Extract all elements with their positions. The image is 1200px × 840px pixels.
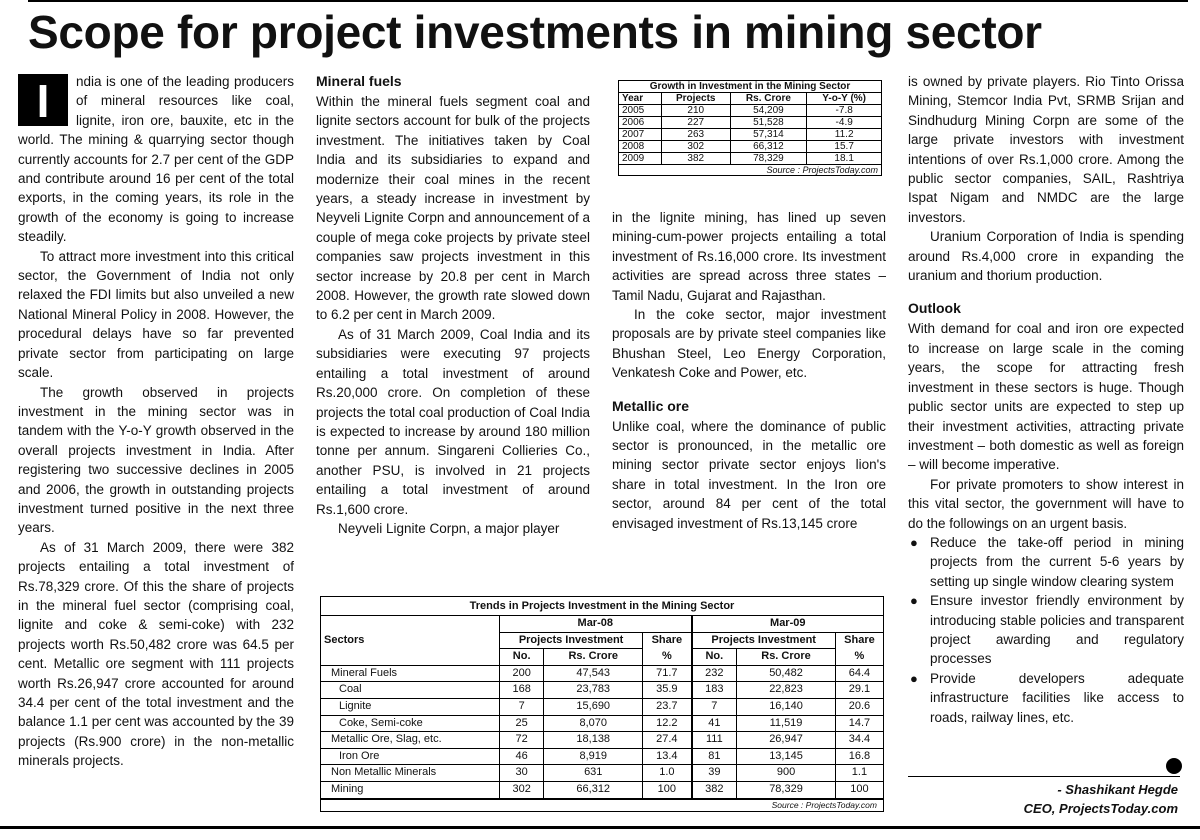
projects-investment-header: Projects Investment [692, 632, 836, 649]
trends-table-cell: 8,919 [544, 748, 643, 765]
growth-table-cell: 11.2 [807, 129, 881, 141]
trends-table-cell: 39 [692, 765, 737, 782]
paragraph: in the lignite mining, has lined up seven mining-cum-power projects entailing a total investment of Rs.16,000 crore. Its investment activities are spread across three states – Tamil Nadu, Gujarat and Rajasthan. [612, 210, 886, 303]
growth-header: Rs. Crore [730, 93, 807, 105]
trends-table-cell: 26,947 [737, 732, 836, 749]
trends-table-cell: 66,312 [544, 781, 643, 798]
growth-header: Year [622, 93, 644, 104]
growth-table-cell: 227 [661, 117, 730, 129]
trends-table-cell: 168 [500, 682, 544, 699]
trends-table-cell: 27.4 [643, 732, 692, 749]
sector-name: Non Metallic Minerals [331, 766, 437, 779]
growth-table-row [619, 141, 881, 153]
author-title: CEO, ProjectsToday.com [1023, 801, 1178, 816]
trends-table-cell: 78,329 [737, 781, 836, 798]
growth-table-row [619, 129, 881, 141]
share-header: Share [643, 632, 692, 649]
trends-table-cell: 41 [692, 715, 737, 732]
trends-table-cell: 18,138 [544, 732, 643, 749]
list-item: ● Ensure investor friendly environment by introducing stable policies and transparent project awarding and regulatory processes [908, 591, 1184, 669]
sector-name: Coke, Semi-coke [339, 716, 423, 729]
trends-table-cell: 50,482 [737, 665, 836, 682]
author-signature [908, 780, 1178, 818]
trends-table-cell: 34.4 [835, 732, 883, 749]
paragraph: In the coke sector, major investment proposals are by private steel companies like Bhushan Steel, Leo Energy Corporation, Venkatesh Coke and Power, etc. [612, 307, 886, 381]
bottom-rule [0, 826, 1200, 829]
growth-table-cell: 2008 [622, 141, 645, 152]
growth-table [618, 80, 882, 176]
section-heading-mineral-fuels: Mineral fuels [316, 73, 402, 89]
growth-table-cell: 54,209 [730, 105, 807, 117]
growth-table-title: Growth in Investment in the Mining Sector [619, 81, 881, 93]
trends-table-cell: 11,519 [737, 715, 836, 732]
column-1 [18, 72, 294, 771]
paragraph: With demand for coal and iron ore expected to increase on large scale in the coming years, the scope for attracting fresh investment in these sectors is huge. Though public sector units are expected to step up their investment activities, attracting private investment – both domestic as well as foreign – will become imperative. [908, 321, 1184, 473]
trends-table-row [321, 715, 883, 732]
trends-table-cell: 1.0 [643, 765, 692, 782]
article-headline: Scope for project investments in mining sector [28, 6, 1042, 58]
paragraph: The growth observed in projects investment in the mining sector was in tandem with the Y-o-Y growth observed in the overall projects investment in India. After registering two successive declines in 2005 and 2006, the growth in outstanding projects investment turned positive in the next three years. [18, 384, 294, 536]
growth-table-row [619, 105, 881, 117]
trends-table-cell: 29.1 [835, 682, 883, 699]
trends-table-cell: 14.7 [835, 715, 883, 732]
trends-table-cell: 23,783 [544, 682, 643, 699]
growth-table-source: Source : ProjectsToday.com [619, 164, 881, 175]
sectors-header: Sectors [321, 616, 500, 665]
trends-table-cell: 302 [500, 781, 544, 798]
pct-header: % [835, 649, 883, 666]
column-2 [316, 72, 590, 538]
trends-table-row [321, 781, 883, 798]
paragraph: Neyveli Lignite Corpn, a major player [338, 520, 560, 536]
growth-table-cell: 18.1 [807, 153, 881, 165]
section-heading-metallic-ore: Metallic ore [612, 397, 690, 414]
sector-name: Mineral Fuels [331, 666, 398, 679]
trends-table-cell: 8,070 [544, 715, 643, 732]
trends-table-cell: 1.1 [835, 765, 883, 782]
trends-table-cell: 22,823 [737, 682, 836, 699]
author-name: - Shashikant Hegde [1057, 782, 1178, 797]
growth-table-row [619, 117, 881, 129]
end-mark-icon [1166, 758, 1182, 774]
paragraph: For private promoters to show interest in this vital sector, the government will have to do the followings on an urgent basis. [908, 476, 1184, 531]
growth-table-cell: 66,312 [730, 141, 807, 153]
trends-table-cell: 13.4 [643, 748, 692, 765]
sector-name: Coal [339, 683, 362, 696]
sector-name: Iron Ore [339, 749, 380, 762]
paragraph: ndia is one of the leading producers of mineral resources like coal, lignite, iron ore, bauxite, etc in the world. The mining & quarrying sector though currently accounts for 2.7 per cent of the GDP and contribute around 16 per cent of the total exports, in the coming years, its role in the growth of the economy is going to increase steadily. [18, 74, 294, 245]
trends-table-cell: 64.4 [835, 665, 883, 682]
growth-table-cell: 382 [661, 153, 730, 165]
trends-table-cell: 900 [737, 765, 836, 782]
section-heading-outlook: Outlook [908, 300, 961, 317]
trends-table-cell: 183 [692, 682, 737, 699]
no-header: No. [692, 649, 737, 666]
signature-rule [908, 776, 1180, 777]
projects-investment-header: Projects Investment [500, 632, 643, 649]
sector-name: Mining [331, 782, 364, 795]
trends-table-cell: 232 [692, 665, 737, 682]
trends-table-cell: 111 [692, 732, 737, 749]
trends-table-cell: 200 [500, 665, 544, 682]
trends-table-cell: 16.8 [835, 748, 883, 765]
trends-table-cell: 15,690 [544, 698, 643, 715]
trends-table-cell: 20.6 [835, 698, 883, 715]
growth-table-cell: 57,314 [730, 129, 807, 141]
trends-table-cell: 13,145 [737, 748, 836, 765]
trends-table-row [321, 732, 883, 749]
period-header-2: Mar-09 [692, 616, 883, 632]
pct-header: % [643, 649, 692, 666]
growth-table-cell: 2007 [622, 129, 645, 140]
trends-table-cell: 72 [500, 732, 544, 749]
growth-header: Projects [661, 93, 730, 105]
growth-table-cell: 2006 [622, 117, 645, 128]
crore-header: Rs. Crore [737, 649, 836, 666]
trends-table-cell: 631 [544, 765, 643, 782]
trends-table-cell: 35.9 [643, 682, 692, 699]
trends-table-row [321, 698, 883, 715]
trends-table-cell: 382 [692, 781, 737, 798]
growth-table-cell: -7.8 [807, 105, 881, 117]
recommendations-list [908, 533, 1184, 727]
sector-name: Lignite [339, 699, 372, 712]
trends-table-row [321, 765, 883, 782]
trends-table-cell: 100 [835, 781, 883, 798]
top-rule [28, 0, 1188, 2]
share-header: Share [835, 632, 883, 649]
column-4 [908, 72, 1184, 727]
column-3 [612, 208, 886, 533]
period-header-1: Mar-08 [500, 616, 692, 632]
paragraph: To attract more investment into this critical sector, the Government of India not only relaxed the FDI limits but also unveiled a new National Mineral Policy in 2008. However, the procedural delays have so far prevented private sector from participating on large scale. [18, 248, 294, 381]
trends-table-cell: 23.7 [643, 698, 692, 715]
trends-table-row [321, 682, 883, 699]
trends-table-cell: 7 [692, 698, 737, 715]
paragraph: Uranium Corporation of India is spending around Rs.4,000 crore in expanding the uranium and thorium production. [908, 229, 1184, 284]
trends-table [320, 596, 884, 812]
list-item: ● Provide developers adequate infrastructure facilities like access to roads, railway lines, etc. [908, 669, 1184, 727]
trends-table-row [321, 665, 883, 682]
list-item: ● Reduce the take-off period in mining projects from the current 5-6 years by setting up single window clearing system [908, 533, 1184, 591]
growth-table-cell: 51,528 [730, 117, 807, 129]
trends-table-row [321, 748, 883, 765]
growth-table-row [619, 153, 881, 165]
growth-table-cell: 15.7 [807, 141, 881, 153]
drop-cap: I [18, 74, 68, 126]
trends-table-cell: 12.2 [643, 715, 692, 732]
trends-table-title: Trends in Projects Investment in the Mining Sector [321, 597, 883, 616]
sector-name: Metallic Ore, Slag, etc. [331, 733, 442, 746]
trends-table-cell: 100 [643, 781, 692, 798]
paragraph: Within the mineral fuels segment coal and lignite sectors account for bulk of the projects investment. The initiatives taken by Coal India and its subsidiaries to expand and modernize their coal mines in the recent years, a steady increase in investment by Neyveli Lignite Corpn and announcement of a couple of mega coke projects by private steel companies saw projects investment in this sector increase by 20.8 per cent in March 2008. However, the growth rate slowed down to 6.2 per cent in March 2009. [316, 94, 590, 323]
paragraph: As of 31 March 2009, Coal India and its subsidiaries were executing 97 projects entailing a total investment of around Rs.20,000 crore. On completion of these projects the total coal production of Coal India is expected to increase by around 180 million tonne per annum. Singareni Collieries Co., another PSU, is involved in 21 projects entailing a total investment of around Rs.1,600 crore. [316, 326, 590, 517]
trends-table-cell: 81 [692, 748, 737, 765]
growth-table-cell: 2005 [622, 105, 645, 116]
growth-table-cell: 302 [661, 141, 730, 153]
paragraph: Unlike coal, where the dominance of public sector is pronounced, in the metallic ore mining sector private sector enjoys lion's share in total investment. In the Iron ore sector, around 84 per cent of the total envisaged investment of Rs.13,145 crore [612, 418, 886, 531]
growth-table-cell: -4.9 [807, 117, 881, 129]
growth-table-cell: 263 [661, 129, 730, 141]
growth-table-cell: 210 [661, 105, 730, 117]
growth-header: Y-o-Y (%) [807, 93, 881, 105]
trends-table-cell: 25 [500, 715, 544, 732]
trends-table-source: Source : ProjectsToday.com [321, 799, 883, 811]
paragraph: is owned by private players. Rio Tinto Orissa Mining, Stemcor India Pvt, SRMB Srijan and Sindhudurg Mining Corpn are some of the large private investors with investment intentions of over Rs.1,000 crore. Among the public sector companies, SAIL, Rashtriya Ispat Nigam and NMDC are the large investors. [908, 74, 1184, 225]
paragraph: As of 31 March 2009, there were 382 projects entailing a total investment of Rs.78,329 crore. Of this the share of projects in the mineral fuel sector (comprising coal, lignite and coke & semi-coke) with 232 projects worth Rs.50,482 crore was 64.5 per cent. Metallic ore segment with 111 projects worth Rs.26,947 crore accounted for around 34.4 per cent of the total investment and the balance 1.1 per cent was accounted by the 39 projects (Rs.900 crore) in the non-metallic minerals projects. [18, 539, 294, 769]
growth-table-cell: 78,329 [730, 153, 807, 165]
trends-table-cell: 71.7 [643, 665, 692, 682]
trends-table-cell: 7 [500, 698, 544, 715]
trends-table-cell: 30 [500, 765, 544, 782]
growth-table-cell: 2009 [622, 153, 645, 164]
trends-table-cell: 46 [500, 748, 544, 765]
trends-table-cell: 47,543 [544, 665, 643, 682]
no-header: No. [500, 649, 544, 666]
trends-table-cell: 16,140 [737, 698, 836, 715]
crore-header: Rs. Crore [544, 649, 643, 666]
